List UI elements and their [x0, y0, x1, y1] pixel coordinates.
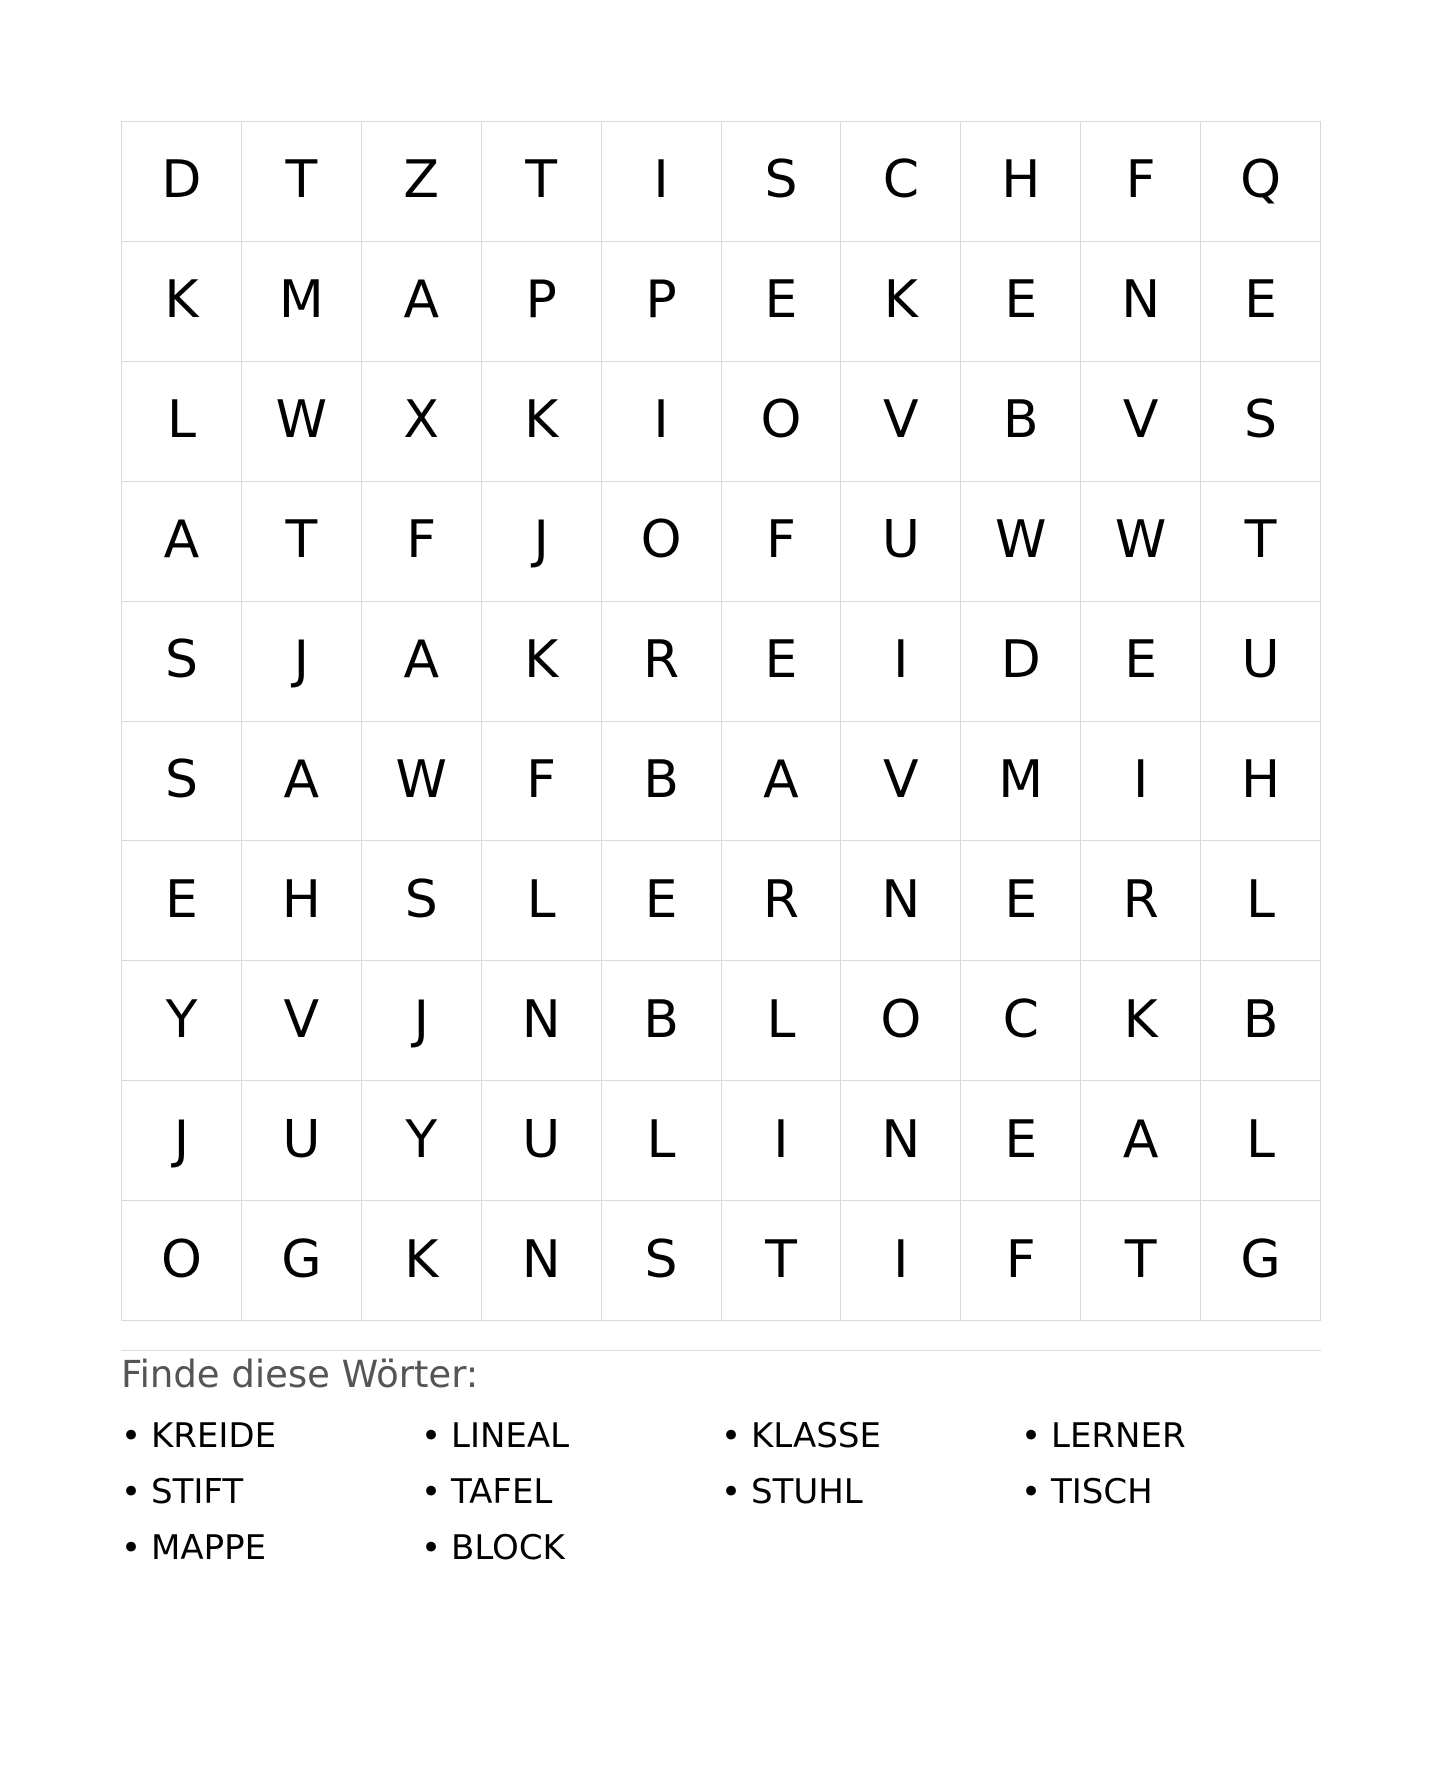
grid-cell[interactable]: X [362, 362, 482, 482]
grid-cell[interactable]: O [122, 1201, 242, 1321]
grid-cell[interactable]: U [841, 482, 961, 602]
grid-cell[interactable]: L [122, 362, 242, 482]
grid-cell[interactable]: N [482, 1201, 602, 1321]
grid-cell[interactable]: R [602, 602, 722, 722]
grid-cell[interactable]: L [482, 841, 602, 961]
grid-cell[interactable]: W [242, 362, 362, 482]
grid-cell[interactable]: D [122, 122, 242, 242]
grid-cell[interactable]: R [722, 841, 842, 961]
grid-cell[interactable]: T [242, 122, 362, 242]
grid-cell[interactable]: H [242, 841, 362, 961]
grid-cell[interactable]: E [961, 1081, 1081, 1201]
grid-cell[interactable]: J [242, 602, 362, 722]
grid-cell[interactable]: E [722, 242, 842, 362]
grid-cell[interactable]: I [722, 1081, 842, 1201]
grid-cell[interactable]: C [841, 122, 961, 242]
grid-cell[interactable]: E [1081, 602, 1201, 722]
grid-cell[interactable]: F [482, 722, 602, 842]
grid-cell[interactable]: V [242, 961, 362, 1081]
grid-cell[interactable]: W [961, 482, 1081, 602]
grid-cell[interactable]: S [722, 122, 842, 242]
grid-cell[interactable]: W [362, 722, 482, 842]
grid-cell[interactable]: J [482, 482, 602, 602]
word-list-item: • KLASSE [721, 1414, 1021, 1470]
grid-cell[interactable]: G [242, 1201, 362, 1321]
grid-cell[interactable]: Y [122, 961, 242, 1081]
grid-cell[interactable]: O [722, 362, 842, 482]
grid-cell[interactable]: T [242, 482, 362, 602]
grid-cell[interactable]: B [602, 722, 722, 842]
grid-cell[interactable]: R [1081, 841, 1201, 961]
grid-cell[interactable]: A [722, 722, 842, 842]
grid-cell[interactable]: L [722, 961, 842, 1081]
grid-cell[interactable]: F [362, 482, 482, 602]
grid-cell[interactable]: K [482, 602, 602, 722]
grid-cell[interactable]: I [602, 122, 722, 242]
grid-cell[interactable]: A [362, 602, 482, 722]
grid-cell[interactable]: A [242, 722, 362, 842]
grid-cell[interactable]: U [1201, 602, 1321, 722]
grid-cell[interactable]: F [722, 482, 842, 602]
grid-cell[interactable]: O [602, 482, 722, 602]
grid-cell[interactable]: V [841, 362, 961, 482]
grid-cell[interactable]: F [1081, 122, 1201, 242]
grid-cell[interactable]: Z [362, 122, 482, 242]
grid-cell[interactable]: L [1201, 1081, 1321, 1201]
grid-cell[interactable]: N [841, 1081, 961, 1201]
word-list-item: • MAPPE [121, 1526, 421, 1582]
grid-cell[interactable]: J [122, 1081, 242, 1201]
grid-cell[interactable]: H [961, 122, 1081, 242]
grid-cell[interactable]: S [1201, 362, 1321, 482]
grid-cell[interactable]: B [1201, 961, 1321, 1081]
grid-cell[interactable]: Y [362, 1081, 482, 1201]
grid-cell[interactable]: S [122, 602, 242, 722]
grid-cell[interactable]: L [1201, 841, 1321, 961]
grid-cell[interactable]: A [122, 482, 242, 602]
grid-cell[interactable]: M [242, 242, 362, 362]
grid-cell[interactable]: I [602, 362, 722, 482]
word-list-title: Finde diese Wörter: [121, 1353, 479, 1396]
grid-cell[interactable]: I [841, 602, 961, 722]
grid-cell[interactable]: Q [1201, 122, 1321, 242]
grid-cell[interactable]: H [1201, 722, 1321, 842]
word-list-item: • BLOCK [421, 1526, 721, 1582]
grid-cell[interactable]: K [1081, 961, 1201, 1081]
word-list-item: • LINEAL [421, 1414, 721, 1470]
word-list-item: • STUHL [721, 1470, 1021, 1526]
grid-cell[interactable]: B [602, 961, 722, 1081]
grid-cell[interactable]: E [961, 841, 1081, 961]
grid-cell[interactable]: K [841, 242, 961, 362]
grid-cell[interactable]: N [841, 841, 961, 961]
grid-cell[interactable]: B [961, 362, 1081, 482]
grid-cell[interactable]: A [362, 242, 482, 362]
grid-cell[interactable]: J [362, 961, 482, 1081]
grid-cell[interactable]: T [1201, 482, 1321, 602]
grid-cell[interactable]: L [602, 1081, 722, 1201]
grid-cell[interactable]: D [961, 602, 1081, 722]
word-list [121, 1414, 1321, 1582]
word-list-item: • LERNER [1021, 1414, 1321, 1470]
grid-cell[interactable]: K [122, 242, 242, 362]
grid-cell[interactable]: S [122, 722, 242, 842]
section-divider [121, 1350, 1321, 1351]
grid-cell[interactable]: S [602, 1201, 722, 1321]
grid-cell[interactable]: P [602, 242, 722, 362]
word-search-grid [121, 121, 1321, 1321]
grid-cell[interactable]: N [1081, 242, 1201, 362]
grid-cell[interactable]: E [722, 602, 842, 722]
grid-cell[interactable]: S [362, 841, 482, 961]
grid-cell[interactable]: U [242, 1081, 362, 1201]
grid-cell[interactable]: A [1081, 1081, 1201, 1201]
grid-cell[interactable]: N [482, 961, 602, 1081]
grid-cell[interactable]: T [722, 1201, 842, 1321]
word-list-item: • STIFT [121, 1470, 421, 1526]
grid-cell[interactable]: T [482, 122, 602, 242]
grid-cell[interactable]: V [841, 722, 961, 842]
grid-cell[interactable]: F [961, 1201, 1081, 1321]
grid-cell[interactable]: E [122, 841, 242, 961]
grid-cell[interactable]: E [961, 242, 1081, 362]
grid-cell[interactable]: M [961, 722, 1081, 842]
grid-cell[interactable]: G [1201, 1201, 1321, 1321]
word-list-item: • TISCH [1021, 1470, 1321, 1526]
word-list-item: • TAFEL [421, 1470, 721, 1526]
grid-cell[interactable]: K [362, 1201, 482, 1321]
grid-cell[interactable]: V [1081, 362, 1201, 482]
grid-cell[interactable]: K [482, 362, 602, 482]
grid-cell[interactable]: I [841, 1201, 961, 1321]
grid-cell[interactable]: T [1081, 1201, 1201, 1321]
grid-cell[interactable]: E [1201, 242, 1321, 362]
grid-cell[interactable]: I [1081, 722, 1201, 842]
grid-cell[interactable]: E [602, 841, 722, 961]
grid-cell[interactable]: P [482, 242, 602, 362]
grid-cell[interactable]: O [841, 961, 961, 1081]
grid-cell[interactable]: C [961, 961, 1081, 1081]
grid-cell[interactable]: U [482, 1081, 602, 1201]
word-list-item: • KREIDE [121, 1414, 421, 1470]
grid-cell[interactable]: W [1081, 482, 1201, 602]
